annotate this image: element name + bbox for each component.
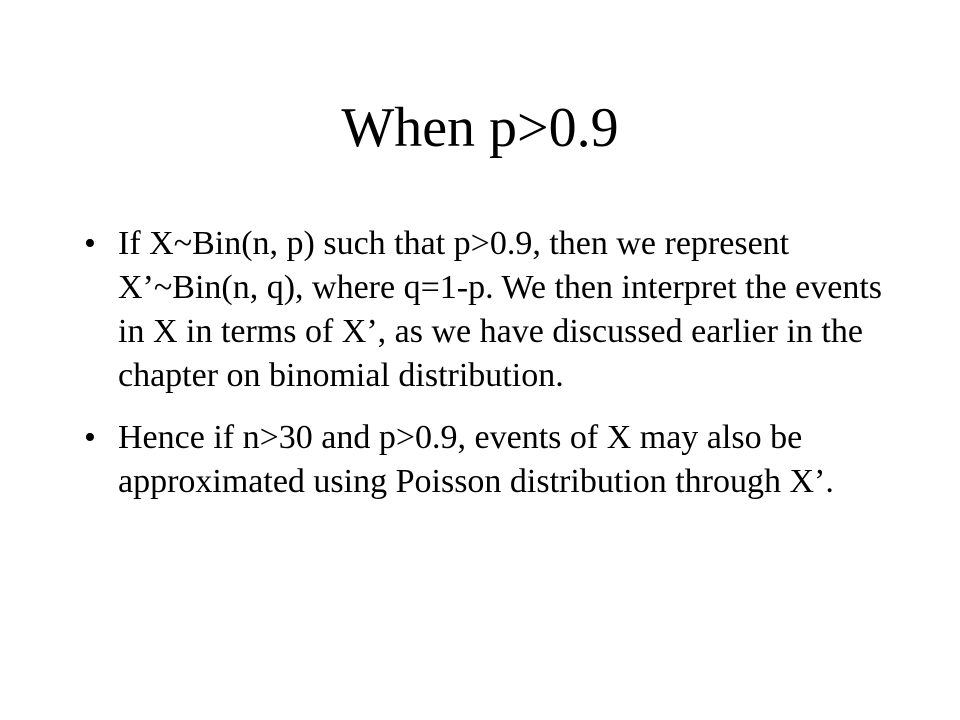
bullet-marker: • [84,225,96,262]
bullet-item [84,222,884,398]
bullet-text: If X~Bin(n, p) such that p>0.9, then we represent X’~Bin(n, q), where q=1-p. We then interpret the events in X in terms of X’, as we have discussed earlier in the chapter on binomial distribution. [118,225,883,394]
bullet-list [84,222,884,522]
bullet-item [84,416,884,504]
bullet-marker: • [84,419,96,456]
slide-title: When p>0.9 [341,97,619,159]
bullet-text: Hence if n>30 and p>0.9, events of X may also be approximated using Poisson distribution through X’. [118,419,834,500]
